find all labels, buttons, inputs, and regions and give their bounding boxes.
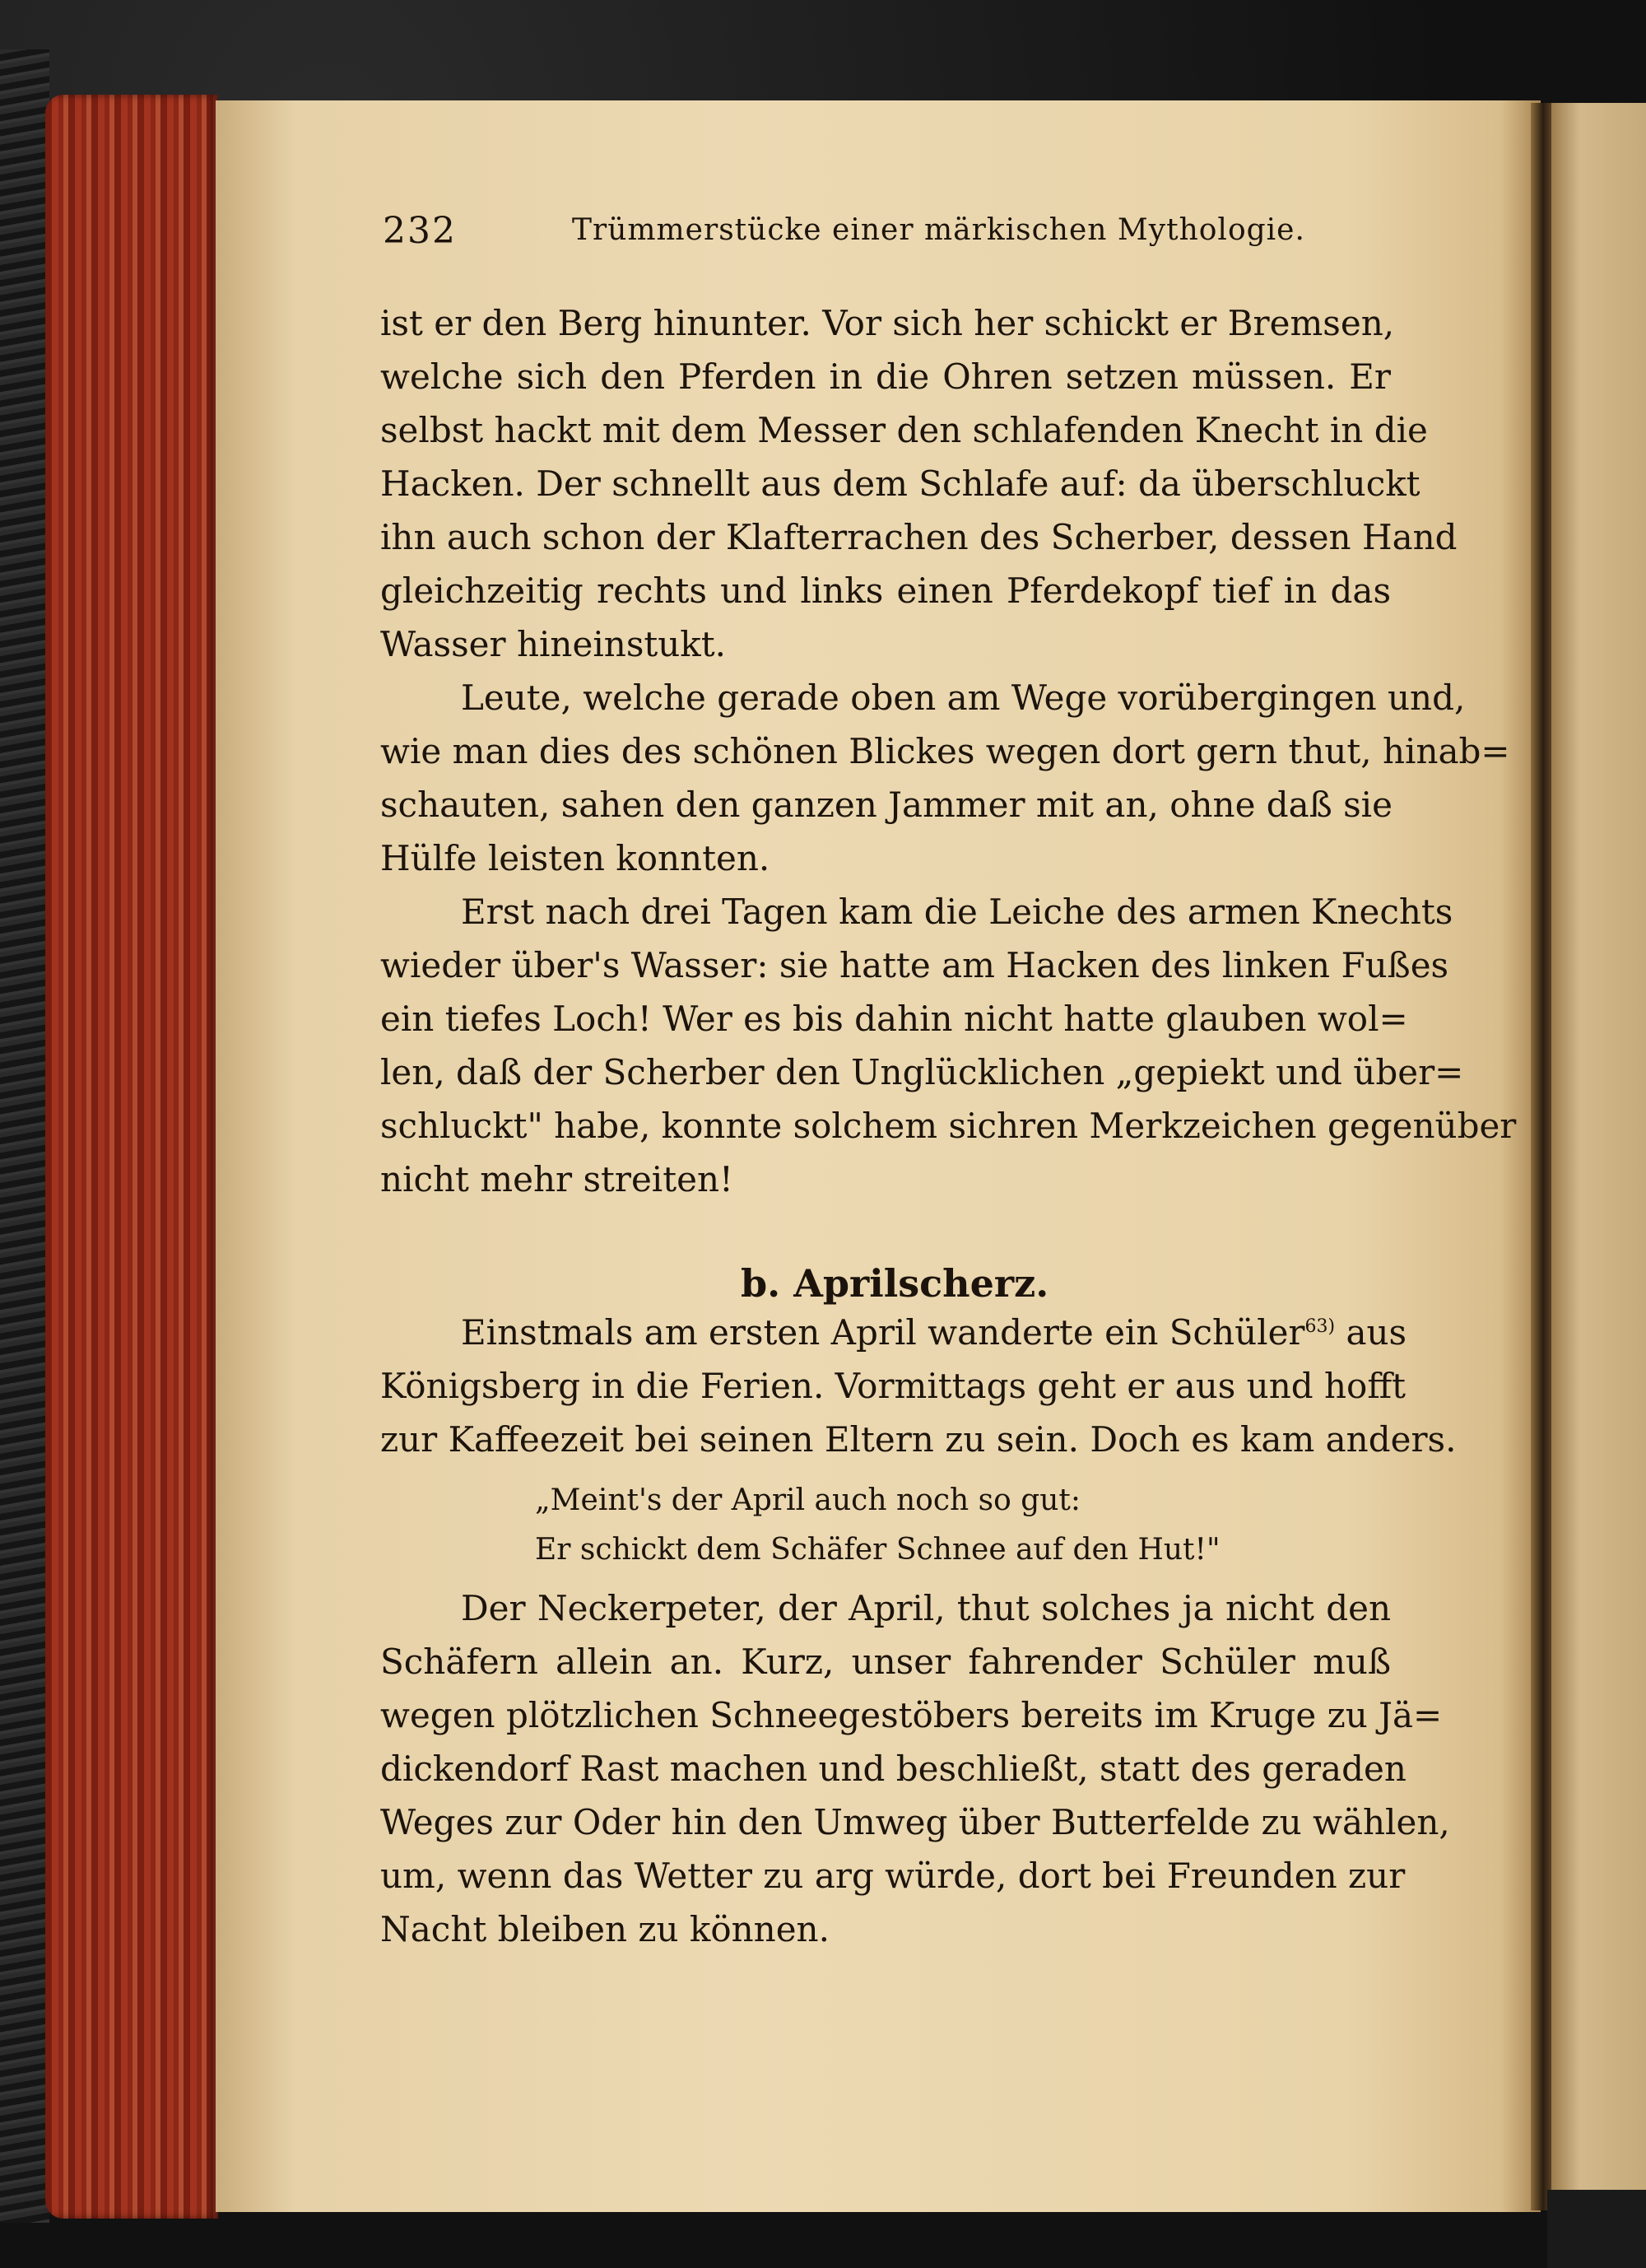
text-line: schluckt" habe, konnte solchem sichren Merkzeichen gegenüber xyxy=(380,1106,1517,1146)
text-line: schauten, sahen den ganzen Jammer mit an, ohne daß sie xyxy=(380,785,1393,825)
verse-line: „Meint's der April auch noch so gut: xyxy=(535,1483,1081,1517)
page-number: 232 xyxy=(383,210,457,252)
facing-page-edge xyxy=(1551,103,1646,2210)
text-line: dickendorf Rast machen und beschließt, statt des geraden xyxy=(380,1749,1407,1789)
text-line: welche sich den Pferden in die Ohren setzen müssen. Er xyxy=(380,356,1391,397)
text-line: Schäfern allein an. Kurz, unser fahrender Schüler muß xyxy=(380,1642,1391,1682)
text-line: wie man dies des schönen Blickes wegen dort gern thut, hinab= xyxy=(380,731,1510,771)
text-line: ihn auch schon der Klafterrachen des Scherber, dessen Hand xyxy=(380,517,1458,557)
text-line: Wasser hineinstukt. xyxy=(380,624,726,664)
text-line: nicht mehr streiten! xyxy=(380,1159,733,1199)
text-line: Der Neckerpeter, der April, thut solches ja nicht den xyxy=(461,1588,1391,1628)
text-line xyxy=(461,1312,1407,1353)
text-line: selbst hackt mit dem Messer den schlafenden Knecht in die xyxy=(380,410,1428,450)
text-span: Einstmals am ersten April wanderte ein Schüler xyxy=(461,1312,1305,1353)
text-line: ist er den Berg hinunter. Vor sich her schickt er Bremsen, xyxy=(380,303,1395,343)
text-line: len, daß der Scherber den Unglücklichen „gepiekt und über= xyxy=(380,1052,1464,1092)
facing-page-shadow xyxy=(1547,2190,1646,2268)
text-line: Hacken. Der schnellt aus dem Schlafe auf: da überschluckt xyxy=(380,463,1420,504)
verse-line: Er schickt dem Schäfer Schnee auf den Hut!" xyxy=(535,1533,1221,1567)
running-head xyxy=(383,210,1305,259)
text-line: zur Kaffeezeit bei seinen Eltern zu sein. Doch es kam anders. xyxy=(380,1419,1457,1460)
section-heading: b. Aprilscherz. xyxy=(741,1261,1049,1306)
text-line: wegen plötzlichen Schneegestöbers bereits im Kruge zu Jä= xyxy=(380,1695,1443,1735)
red-page-edges xyxy=(45,95,218,2219)
text-line: gleichzeitig rechts und links einen Pferdekopf tief in das xyxy=(380,570,1391,611)
text-line: Königsberg in die Ferien. Vormittags geht er aus und hofft xyxy=(380,1366,1407,1406)
text-line: Leute, welche gerade oben am Wege vorübergingen und, xyxy=(461,678,1466,718)
footnote-ref: 63) xyxy=(1304,1316,1336,1337)
text-line: Weges zur Oder hin den Umweg über Butterfelde zu wählen, xyxy=(380,1802,1450,1842)
text-span: aus xyxy=(1346,1312,1407,1353)
text-line: ein tiefes Loch! Wer es bis dahin nicht hatte glauben wol= xyxy=(380,999,1408,1039)
text-line: Nacht bleiben zu können. xyxy=(380,1909,830,1949)
text-line: wieder über's Wasser: sie hatte am Hacken des linken Fußes xyxy=(380,945,1449,985)
book-cover-edge xyxy=(0,49,49,2223)
text-line: Erst nach drei Tagen kam die Leiche des armen Knechts xyxy=(461,892,1453,932)
text-line: um, wenn das Wetter zu arg würde, dort bei Freunden zur xyxy=(380,1856,1406,1896)
running-title: Trümmerstücke einer märkischen Mythologie. xyxy=(572,213,1305,247)
text-line: Hülfe leisten konnten. xyxy=(380,838,770,878)
